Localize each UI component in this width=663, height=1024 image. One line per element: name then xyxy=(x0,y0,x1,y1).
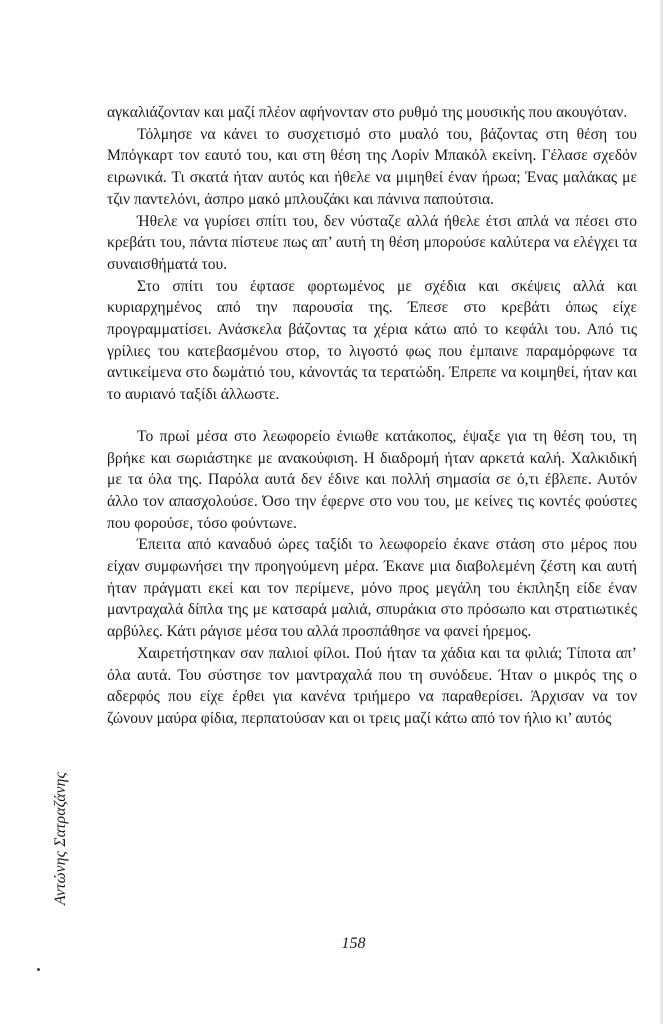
paragraph: Στο σπίτι του έφτασε φορτωμένος με σχέδια και σκέψεις αλλά και κυριαρχημένος από την παρουσία της. Έπεσε στο κρεβάτι όπως είχε προγραμματίσει. Ανάσκελα βάζοντας τα χέρια κάτω από το κεφάλι του. Από τις γρίλιες του κατεβασμένου στορ, το λιγοστό φως που έμπαινε παραμόρφωνε τα αντικείμενα στο δωμάτιό του, κάνοντάς τα τερατώδη. Έπρεπε να κοιμηθεί, ήταν και το αυριανό ταξίδι άλλωστε. xyxy=(107,277,637,404)
page-edge-shadow xyxy=(659,0,663,1024)
paragraph: Ήθελε να γυρίσει σπίτι του, δεν νύσταζε αλλά ήθελε έτσι απλά να πέσει στο κρεβάτι του, πάντα πίστευε πως απ’ αυτή τη θέση μπορούσε καλύτερα να ελέγχει τα συναισθήματά του. xyxy=(107,212,637,273)
paragraph: Το πρωί μέσα στο λεωφορείο ένιωθε κατάκοπος, έψαξε για τη θέση του, τη βρήκε και σωριάστηκε με ανακούφιση. Η διαδρομή ήταν αρκετά καλή. Χαλκιδική με τα όλα της. Παρόλα αυτά δεν έδινε και πολλή σημασία σε ό,τι έβλεπε. Αυτόν άλλο τον απασχολούσε. Όσο την έφερνε στο νου του, με κείνες τις κοντές φούστες που φορούσε, τόσο φούντωνε. xyxy=(107,427,637,532)
paragraph: Χαιρετήστηκαν σαν παλιοί φίλοι. Πού ήταν τα χάδια και τα φιλιά; Τίποτα απ’ όλα αυτά. Του σύστησε τον μαντραχαλά που τη συνόδευε. Ήταν ο μικρός της ο αδερφός που είχε έρθει για κανένα τριήμερο να παραθερίσει. Άρχισαν να τον ζώνουν μαύρα φίδια, περπατούσαν και οι τρεις μαζί κάτω από τον ήλιο κι’ αυτός xyxy=(107,644,637,727)
body-text xyxy=(107,102,637,730)
paragraph: αγκαλιάζονταν και μαζί πλέον αφήνονταν στο ρυθμό της μουσικής που ακουγόταν. xyxy=(107,104,628,121)
running-author-name: Αντώνης Σατραζάνης xyxy=(52,771,69,905)
section-break xyxy=(107,406,637,426)
page-number: 158 xyxy=(341,935,366,952)
paragraph: Έπειτα από καναδυό ώρες ταξίδι το λεωφορείο έκανε στάση στο μέρος που είχαν συμφωνήσει την προηγούμενη μέρα. Έκανε μια διαβολεμένη ζέστη και αυτή ήταν πράγματι εκεί και τον περίμενε, μόνο προς μεγάλη του έκπληξη είδε έναν μαντραχαλά δίπλα της με κατσαρά μαλιά, σπυράκια στο πρόσωπο και στρατιωτικές αρβύλες. Κάτι ράγισε μέσα του αλλά προσπάθησε να φανεί ήρεμος. xyxy=(107,536,637,641)
scan-speck xyxy=(37,968,40,971)
paragraph: Τόλμησε να κάνει το συσχετισμό στο μυαλό του, βάζοντας στη θέση του Μπόγκαρτ τον εαυτό του, και στη θέση της Λορίν Μπακόλ εκείνη. Γέλασε σχεδόν ειρωνικά. Τι σκατά ήταν αυτός και ήθελε να μιμηθεί έναν ήρωα; Ένας μαλάκας με τζιν παντελόνι, άσπρο μακό μπλουζάκι και πάνινα παπούτσια. xyxy=(107,125,637,208)
